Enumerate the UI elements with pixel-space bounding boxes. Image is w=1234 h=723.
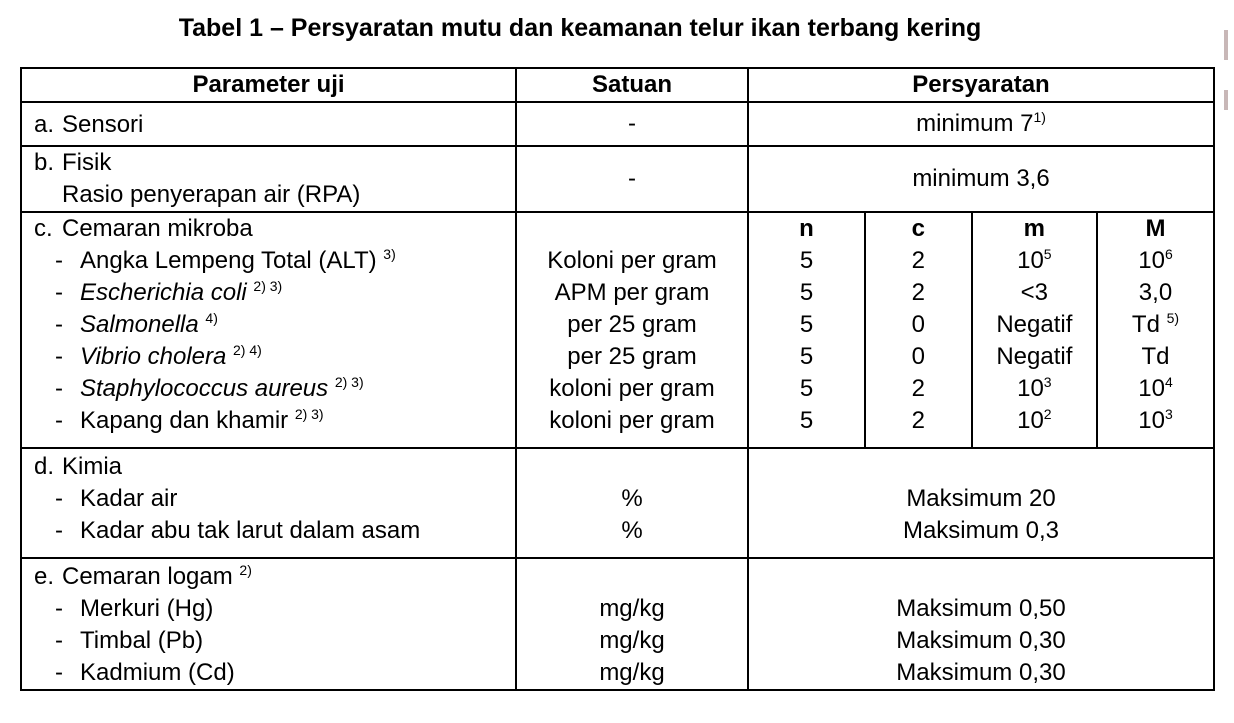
value-n: 5: [799, 375, 814, 402]
value-c: 0: [911, 311, 926, 338]
req-sensori: [748, 102, 1214, 146]
requirements-table: [20, 67, 1215, 691]
unit-value: Koloni per gram: [547, 247, 717, 274]
value-c: 2: [911, 279, 926, 306]
sub-param: - Kadar abu tak larut dalam asam: [55, 517, 421, 544]
req-value: Maksimum 20: [906, 485, 1056, 512]
footnote-ref: 3): [383, 246, 396, 262]
footnote-ref: 2): [239, 562, 252, 578]
value-n: 5: [799, 279, 814, 306]
unit-value: mg/kg: [599, 659, 665, 686]
param-label: Cemaran mikroba: [62, 215, 253, 242]
row-letter: b.: [34, 149, 55, 176]
row-logam: [21, 558, 1214, 690]
value-M: $10^6$: [1138, 246, 1173, 274]
value-m: $10^5$: [1017, 246, 1052, 274]
unit-logam: [516, 558, 748, 690]
header-param: Parameter uji: [21, 68, 516, 102]
param-label: Cemaran logam: [62, 563, 233, 590]
col-m: [972, 213, 1097, 447]
page-edge-mark: [1224, 90, 1228, 110]
microbe-param: - Vibrio cholera $^{2) 4)}$: [55, 342, 262, 370]
unit-kimia: [516, 448, 748, 558]
req-value: Maksimum 0,30: [896, 659, 1066, 686]
value-M: 3,0: [1138, 279, 1173, 306]
unit-value: koloni per gram: [549, 407, 715, 434]
param-kimia: [21, 448, 516, 558]
microbe-param: - Angka Lempeng Total (ALT) $^{3)}$: [55, 246, 396, 274]
row-letter: e.: [34, 563, 55, 590]
req-value: Maksimum 0,3: [902, 517, 1060, 544]
footnote-ref: 2) 3): [253, 278, 283, 294]
req-value: Maksimum 0,50: [896, 595, 1066, 622]
sub-param: - Timbal (Pb): [55, 627, 204, 654]
unit-value: %: [621, 517, 643, 544]
unit-value: APM per gram: [554, 279, 710, 306]
sub-param: - Kadar air: [55, 485, 178, 512]
value-n: 5: [799, 407, 814, 434]
sub-param: - Kadmium (Cd): [55, 659, 235, 686]
footnote-ref: 2) 3): [334, 374, 364, 390]
unit-value: %: [621, 485, 643, 512]
unit-value: per 25 gram: [567, 311, 697, 338]
row-sensori: [21, 102, 1214, 146]
col-c-header: c: [911, 215, 926, 242]
row-letter: a.: [34, 111, 55, 138]
value-M: $10^3$: [1138, 406, 1173, 434]
value-m: $10^3$: [1017, 374, 1052, 402]
unit-value: per 25 gram: [567, 343, 697, 370]
footnote-ref: 1): [1033, 109, 1046, 125]
footnote-ref: 4): [205, 310, 218, 326]
row-mikroba: [21, 212, 1214, 448]
value-c: 2: [911, 375, 926, 402]
param-label: Kimia: [62, 453, 123, 480]
req-mikroba: [748, 212, 1214, 448]
value-m: <3: [1020, 279, 1049, 306]
value-c: 2: [911, 407, 926, 434]
req-value: minimum 7: [916, 110, 1034, 137]
value-m: Negatif: [996, 311, 1073, 338]
req-kimia: [748, 448, 1214, 558]
header-requirement: Persyaratan: [748, 68, 1214, 102]
col-m-header: m: [1023, 215, 1046, 242]
req-logam: [748, 558, 1214, 690]
header-row: [21, 68, 1214, 102]
value-M: $10^4$: [1138, 374, 1173, 402]
header-unit: Satuan: [516, 68, 748, 102]
unit-sensori: -: [516, 102, 748, 146]
req-fisik: minimum 3,6: [748, 146, 1214, 212]
value-n: 5: [799, 311, 814, 338]
page-edge-mark: [1224, 30, 1228, 60]
col-n-header: n: [799, 215, 814, 242]
value-n: 5: [799, 343, 814, 370]
col-n: [749, 213, 865, 447]
microbe-param: - Staphylococcus aureus $^{2) 3)}$: [55, 374, 364, 402]
col-M: [1097, 213, 1213, 447]
row-letter: c.: [34, 215, 53, 242]
unit-value: koloni per gram: [549, 375, 715, 402]
col-M-header: M: [1145, 215, 1166, 242]
param-mikroba: [21, 212, 516, 448]
req-value: Maksimum 0,30: [896, 627, 1066, 654]
value-M: Td $^{5)}$: [1131, 310, 1180, 338]
unit-value: mg/kg: [599, 627, 665, 654]
value-c: 2: [911, 247, 926, 274]
row-kimia: [21, 448, 1214, 558]
unit-fisik: -: [516, 146, 748, 212]
value-m: Negatif: [996, 343, 1073, 370]
param-fisik: [21, 146, 516, 212]
param-logam: [21, 558, 516, 690]
param-sensori: [21, 102, 516, 146]
param-label: Fisik: [62, 149, 112, 176]
footnote-ref: 2) 3): [294, 406, 324, 422]
value-n: 5: [799, 247, 814, 274]
col-c: [865, 213, 972, 447]
row-letter: d.: [34, 453, 55, 480]
value-M: Td: [1141, 343, 1170, 370]
microbe-param: - Salmonella $^{4)}$: [55, 310, 218, 338]
microbe-criteria-table: [749, 213, 1213, 447]
unit-value: mg/kg: [599, 595, 665, 622]
table-title: Tabel 1 – Persyaratan mutu dan keamanan telur ikan terbang kering: [178, 14, 982, 42]
unit-mikroba: [516, 212, 748, 448]
microbe-param: - Escherichia coli $^{2) 3)}$: [55, 278, 283, 306]
value-c: 0: [911, 343, 926, 370]
param-sublabel: Rasio penyerapan air (RPA): [62, 181, 361, 208]
value-m: $10^2$: [1017, 406, 1052, 434]
microbe-param: - Kapang dan khamir $^{2) 3)}$: [55, 406, 324, 434]
sub-param: - Merkuri (Hg): [55, 595, 214, 622]
footnote-ref: 2) 4): [232, 342, 262, 358]
param-label: Sensori: [62, 111, 144, 138]
row-fisik: [21, 146, 1214, 212]
